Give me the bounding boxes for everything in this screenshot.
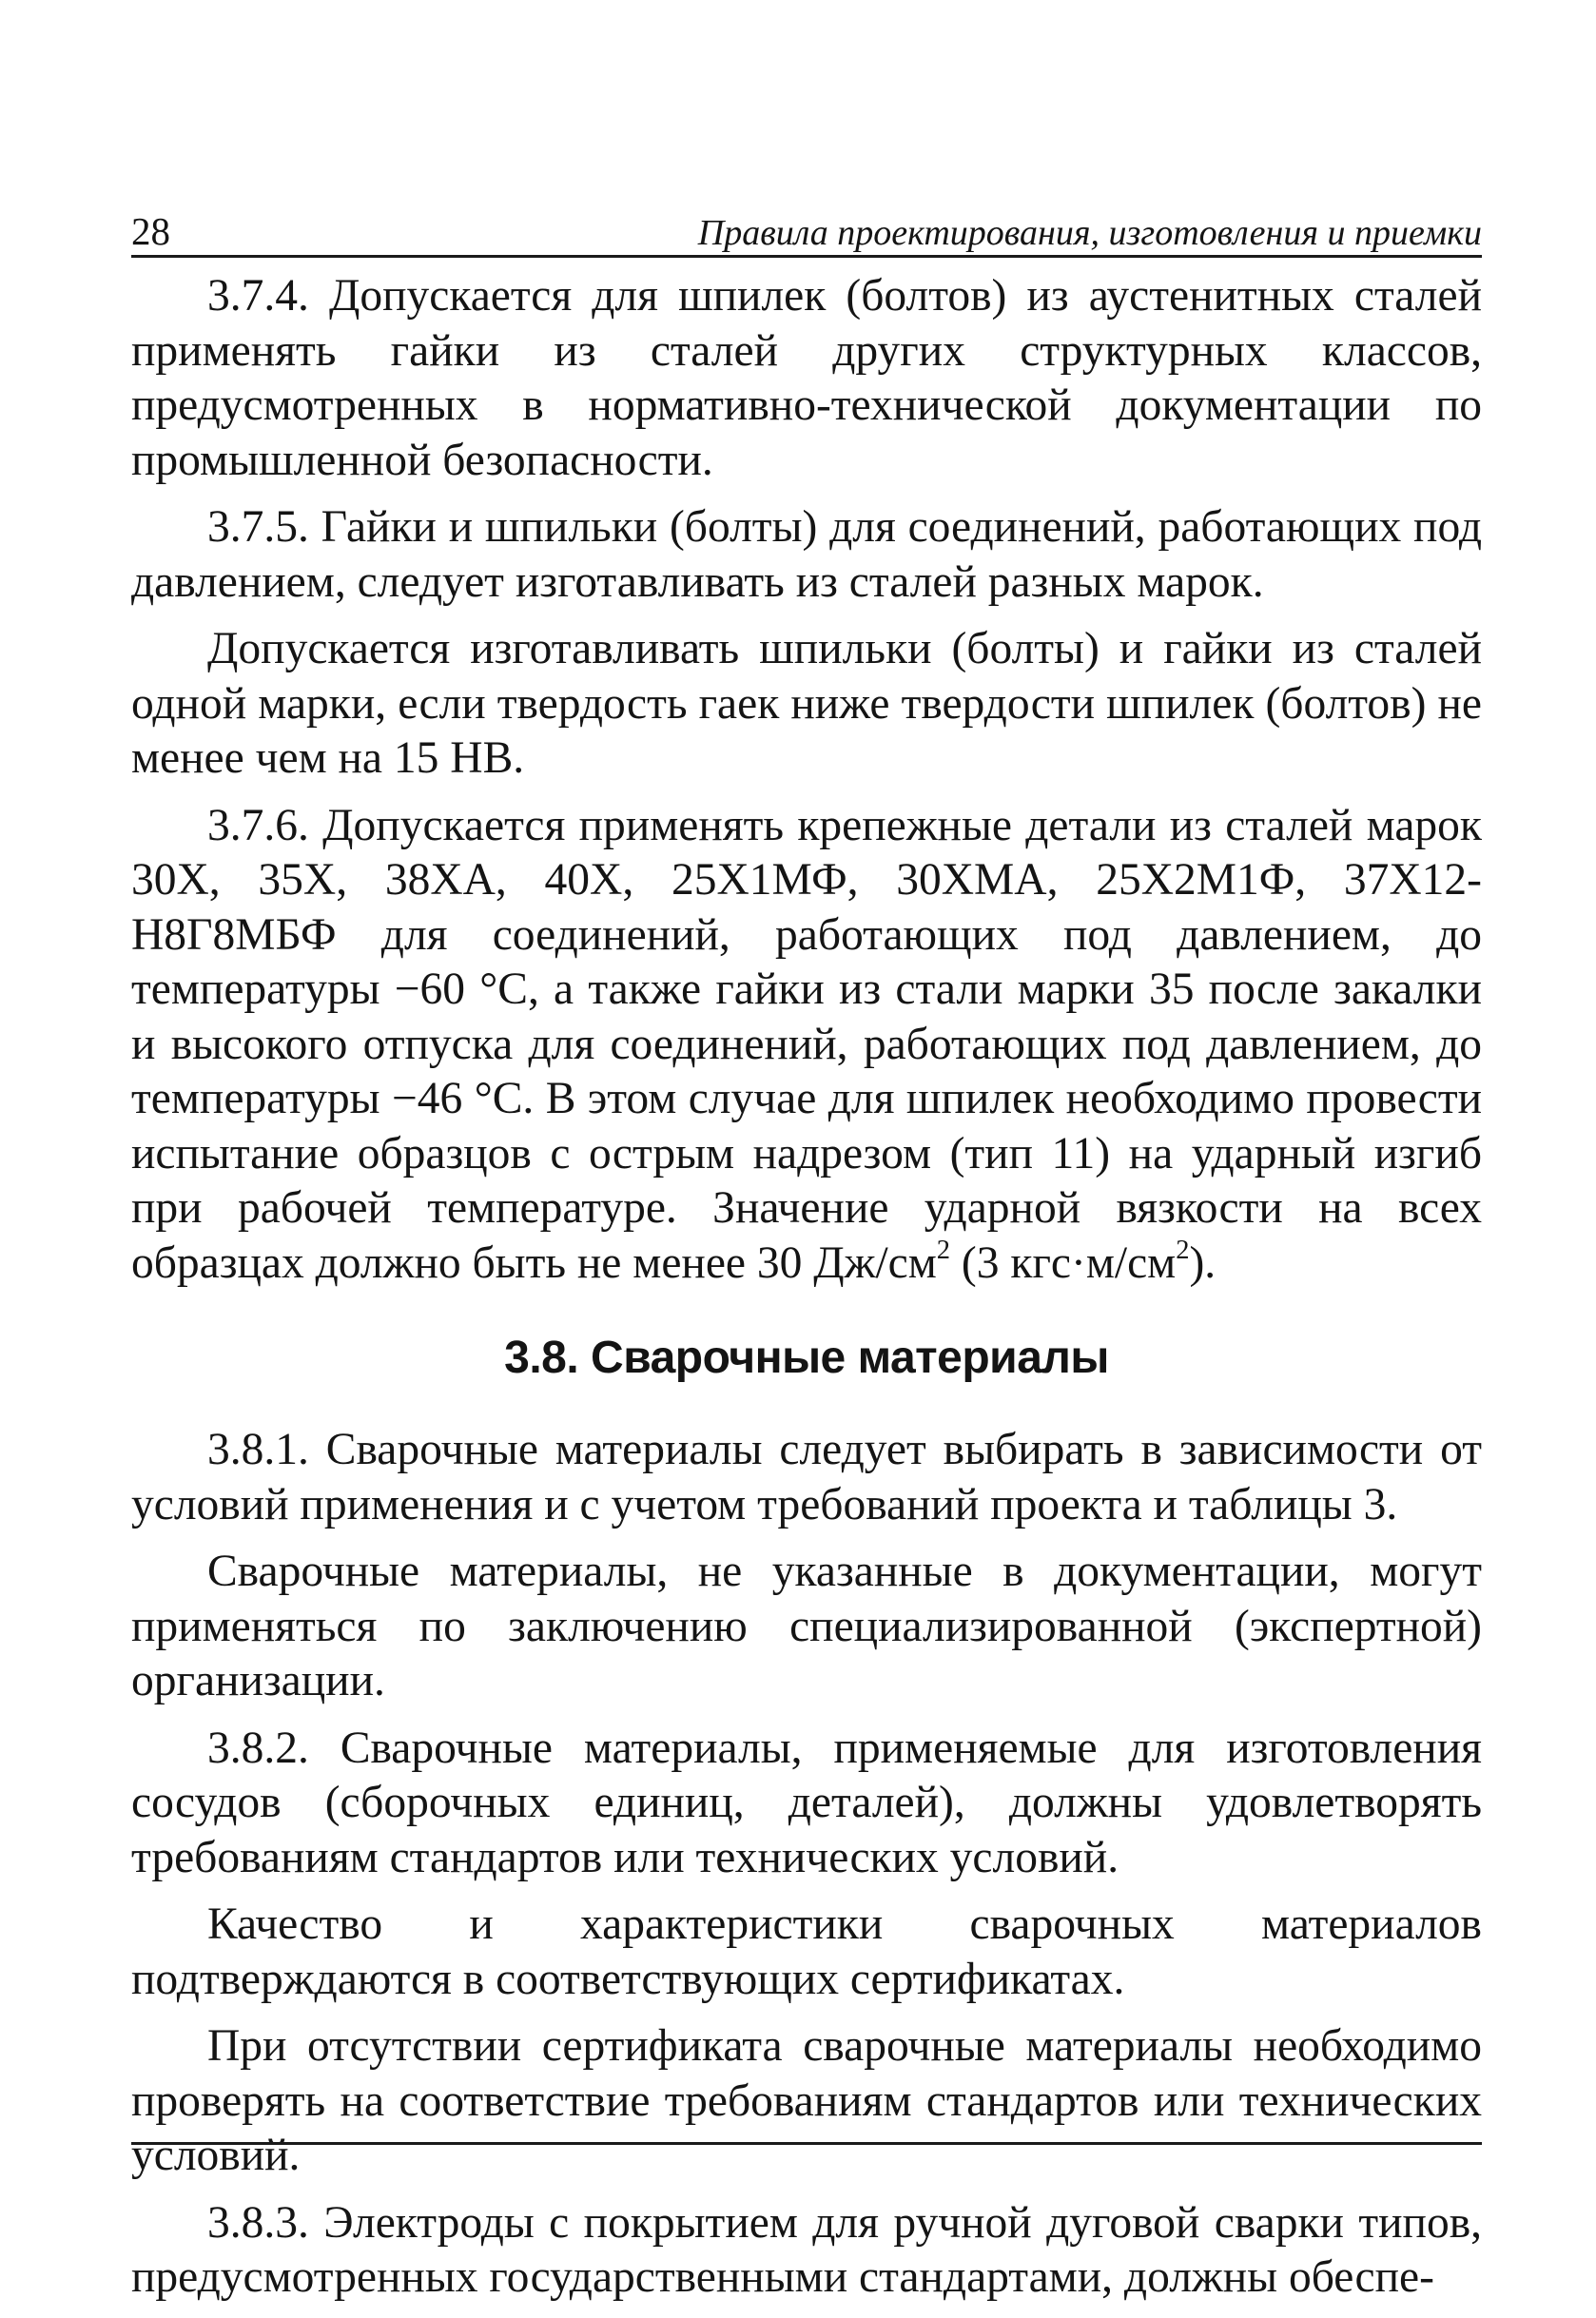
paragraph-3-8-1: 3.8.1. Сварочные материалы следует выбирать в зависимости от условий применения и с учетом требований проекта и таблицы 3. (131, 1425, 1482, 1529)
paragraph-3-7-6-text: 3.7.6. Допускается применять крепежные детали из сталей марок 30Х, 35Х, 38ХА, 40Х, 25Х1МФ, 30ХМА, 25Х2М1Ф, 37Х12-Н8Г8МБФ для соединений, работающих под давлением, до температуры −60 °С, а также гайки из стали марки 35 после закалки и высокого отпуска для соединений, работающих под давлением, до температуры −46 °С. В этом случае для шпилек необходимо провести испытание образцов с острым надрезом (тип 11) на ударный изгиб при рабочей температуре. Значение ударной вязкости на всех образцах должно быть не менее 30 Дж/см (131, 800, 1482, 1288)
paragraph-3-7-5-continued: Допускается изготавливать шпильки (болты) и гайки из сталей одной марки, если твердость гаек ниже твердости шпилек (болтов) не менее чем на 15 НВ. (131, 624, 1482, 783)
bottom-rule (131, 2142, 1482, 2145)
paragraph-3-8-2-quality: Качество и характеристики сварочных материалов подтверждаются в соответствующих сертификатах. (131, 1899, 1482, 2004)
running-header (131, 200, 1482, 258)
page-number: 28 (131, 209, 170, 253)
paragraph-3-7-5: 3.7.5. Гайки и шпильки (болты) для соединений, работающих под давлением, следует изготавливать из сталей разных марок. (131, 502, 1482, 607)
paragraph-3-7-6-end: ). (1189, 1237, 1216, 1288)
paragraph-3-7-4: 3.7.4. Допускается для шпилек (болтов) из аустенитных сталей применять гайки из сталей других структурных классов, предусмотренных в нормативно-технической документации по промышленной безопасности. (131, 271, 1482, 485)
body-text (131, 269, 1482, 2318)
paragraph-3-8-1-continued: Сварочные материалы, не указанные в документации, могут применяться по заключению специализированной (экспертной) организации. (131, 1547, 1482, 1705)
superscript-squared: 2 (936, 1235, 951, 1265)
book-page (131, 0, 1482, 2302)
running-title: Правила проектирования, изготовления и приемки (697, 213, 1482, 253)
paragraph-3-8-3: 3.8.3. Электроды с покрытием для ручной дуговой сварки типов, предусмотренных государственными стандартами, должны обеспе- (131, 2197, 1482, 2302)
superscript-squared: 2 (1176, 1235, 1190, 1265)
paragraph-3-8-2-no-certificate: При отсутствии сертификата сварочные материалы необходимо проверять на соответствие требованиям стандартов или технических условий. (131, 2021, 1482, 2180)
paragraph-3-7-6-unit: (3 кгс·м/см (950, 1237, 1177, 1288)
paragraph-3-8-2: 3.8.2. Сварочные материалы, применяемые для изготовления сосудов (сборочных единиц, деталей), должны удовлетворять требованиям стандартов или технических условий. (131, 1723, 1482, 1882)
section-title-3-8: 3.8. Сварочные материалы (504, 1333, 1109, 1383)
paragraph-3-7-6 (131, 799, 1482, 1292)
